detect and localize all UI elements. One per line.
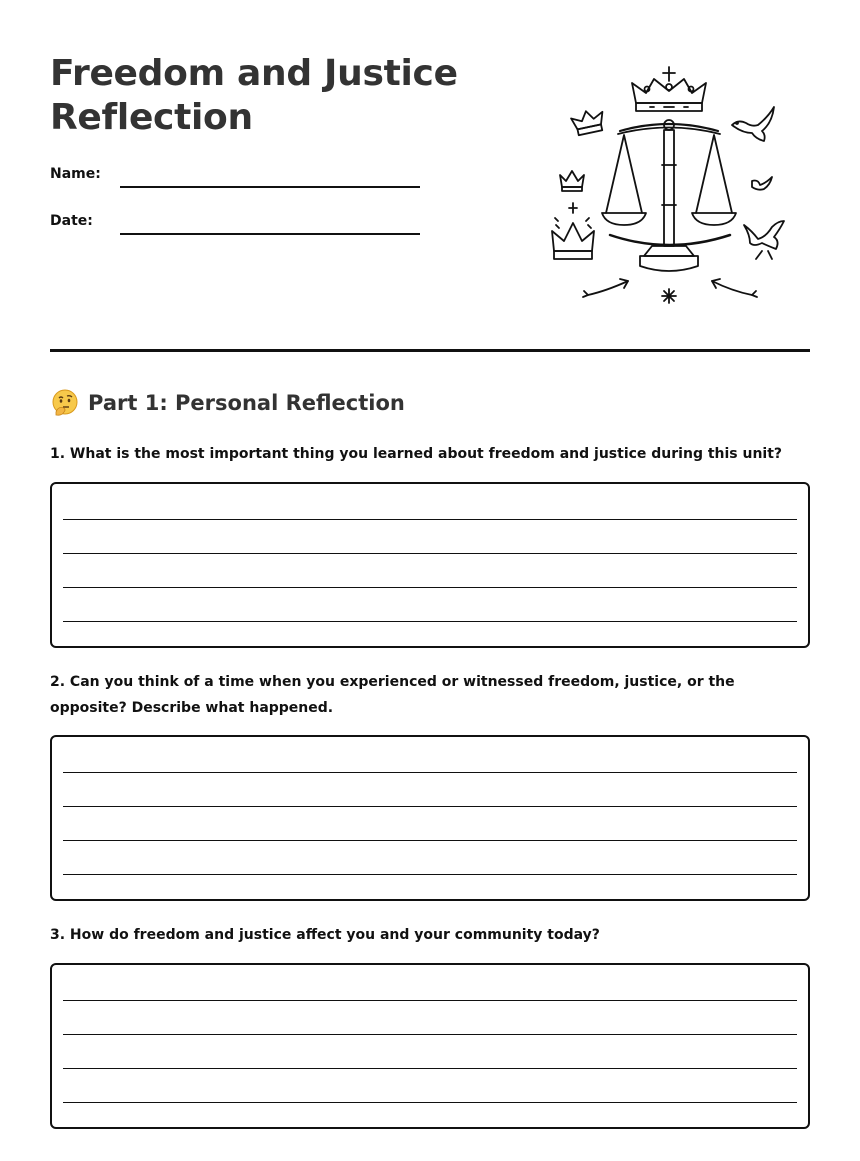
ruled-line bbox=[63, 1102, 797, 1103]
ruled-line bbox=[63, 840, 797, 841]
title-line-2: Reflection bbox=[50, 97, 253, 138]
question-3: 3. How do freedom and justice affect you and your community today? bbox=[50, 927, 600, 943]
small-crown-icon-1 bbox=[570, 108, 605, 135]
ruled-line bbox=[63, 621, 797, 622]
ruled-line bbox=[63, 1034, 797, 1035]
dove-icon-1 bbox=[732, 107, 774, 141]
ruled-line bbox=[63, 874, 797, 875]
ruled-line bbox=[63, 519, 797, 520]
answer-box-1[interactable] bbox=[50, 482, 810, 648]
ruled-line bbox=[63, 1068, 797, 1069]
arrow-right-icon bbox=[712, 279, 757, 297]
thinking-face-icon bbox=[50, 388, 80, 418]
title-line-1: Freedom and Justice bbox=[50, 53, 458, 94]
ruled-line bbox=[63, 772, 797, 773]
name-label: Name: bbox=[50, 166, 101, 182]
arrow-left-icon bbox=[583, 279, 628, 297]
top-crown-icon bbox=[632, 67, 706, 111]
name-field-line[interactable] bbox=[120, 186, 420, 188]
question-2: 2. Can you think of a time when you experienced or witnessed freedom, justice, or the opposite? Describe what happened. bbox=[50, 674, 735, 716]
header-divider bbox=[50, 349, 810, 352]
question-1: 1. What is the most important thing you learned about freedom and justice during this unit? bbox=[50, 446, 783, 462]
date-field-line[interactable] bbox=[120, 233, 420, 235]
flower-ornament-icon bbox=[662, 289, 676, 303]
small-crown-icon-2 bbox=[560, 171, 584, 191]
dove-icon-3 bbox=[744, 221, 784, 259]
ruled-line bbox=[63, 806, 797, 807]
date-label: Date: bbox=[50, 213, 93, 229]
ruled-line bbox=[63, 587, 797, 588]
worksheet-title bbox=[50, 52, 458, 140]
answer-box-2[interactable] bbox=[50, 735, 810, 901]
part1-heading-text: Part 1: Personal Reflection bbox=[88, 391, 405, 415]
dove-icon-2 bbox=[752, 177, 772, 190]
answer-box-3[interactable] bbox=[50, 963, 810, 1129]
ruled-line bbox=[63, 553, 797, 554]
large-crown-icon bbox=[552, 203, 594, 259]
part1-heading bbox=[50, 388, 405, 418]
scales-of-justice-crowns-doves-icon bbox=[540, 55, 800, 315]
ruled-line bbox=[63, 1000, 797, 1001]
